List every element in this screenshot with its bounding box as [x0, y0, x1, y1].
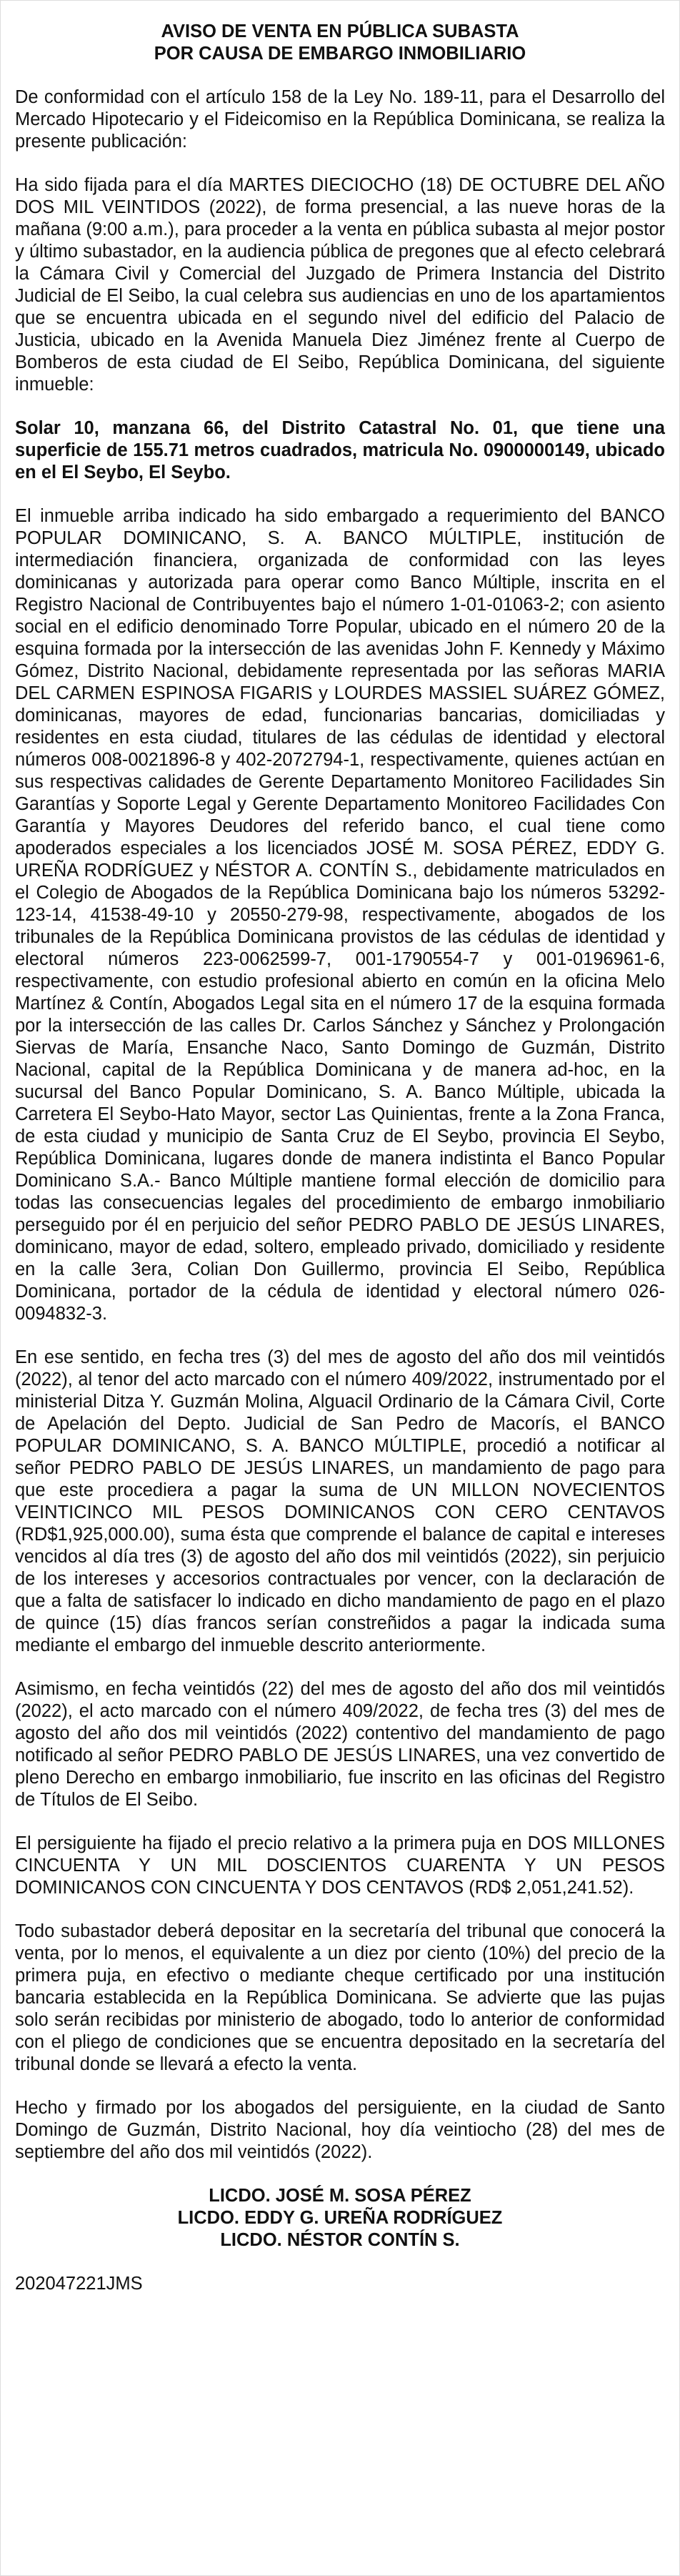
signer-name: LICDO. EDDY G. UREÑA RODRÍGUEZ — [177, 2208, 503, 2228]
deposit-conditions-paragraph: Todo subastador deberá depositar en la secretaría del tribunal que conocerá la venta, por lo menos, el equivalente a un diez por ciento (10%) del precio de la primera puja, en efectivo o mediante cheque certificado por una institución bancaria establecida en la República Dominicana. Se advierte que las pujas solo serán recibidas por ministerio de abogado, todo lo anterior de conformidad con el pliego de condiciones que se encuentra depositado en la secretaría del tribunal donde se llevará a efecto la venta. — [15, 1921, 665, 2074]
notice-title-line-1: AVISO DE VENTA EN PÚBLICA SUBASTA — [161, 21, 519, 41]
payment-order-paragraph: En ese sentido, en fecha tres (3) del mes de agosto del año dos mil veintidós (2022), al tenor del acto marcado con el número 409/2022, instrumentado por el ministerial Ditza Y. Guzmán Molina, Alguacil Ordinario de la Cámara Civil, Corte de Apelación del Depto. Judicial de San Pedro de Macorís, el BANCO POPULAR DOMINICANO, S. A. BANCO MÚLTIPLE, procedió a notificar al señor PEDRO PABLO DE JESÚS LINARES, un mandamiento de pago para que este procediera a pagar la suma de UN MILLON NOVECIENTOS VEINTICINCO MIL PESOS DOMINICANOS CON CERO CENTAVOS (RD$1,925,000.00), suma ésta que comprende el balance de capital e intereses vencidos al día tres (3) de agosto del año dos mil veintidós (2022), sin perjuicio de los intereses y accesorios contractuales por vencer, con la declaración de que a falta de satisfacer lo indicado en dicho mandamiento de pago en el plazo de quince (15) días francos serían constreñidos a pagar la indicada suma mediante el embargo del inmueble descrito anteriormente. — [15, 1347, 665, 1655]
creditor-details-paragraph: El inmueble arriba indicado ha sido embargado a requerimiento del BANCO POPULAR DOMINICANO, S. A. BANCO MÚLTIPLE, institución de intermediación financiera, organizada de conformidad con las leyes dominicanas y autorizada para operar como Banco Múltiple, inscrita en el Registro Nacional de Contribuyentes bajo el número 1-01-01063-2; con asiento social en el edificio denominado Torre Popular, ubicado en el número 20 de la esquina formada por la intersección de las avenidas John F. Kennedy y Máximo Gómez, Distrito Nacional, debidamente representada por las señoras MARIA DEL CARMEN ESPINOSA FIGARIS y LOURDES MASSIEL SUÁREZ GÓMEZ, dominicanas, mayores de edad, funcionarias bancarias, domiciliadas y residentes en esta ciudad, titulares de las cédulas de identidad y electoral números 008-0021896-8 y 402-2072794-1, respectivamente, quienes actúan en sus respectivas calidades de Gerente Departamento Monitoreo Facilidades Sin Garantías y Soporte Legal y Gerente Departamento Monitoreo Facilidades Con Garantía y Mayores Deudores del referido banco, el cual tiene como apoderados especiales a los licenciados JOSÉ M. SOSA PÉREZ, EDDY G. UREÑA RODRÍGUEZ y NÉSTOR A. CONTÍN S., debidamente matriculados en el Colegio de Abogados de la República Dominicana bajo los números 53292-123-14, 41538-49-10 y 20550-279-98, respectivamente, abogados de los tribunales de la República Dominicana provistos de las cédulas de identidad y electoral números 223-0062599-7, 001-1790554-7 y 001-0196961-6, respectivamente, con estudio profesional abierto en común en la oficina Melo Martínez & Contín, Abogados Legal sita en el número 17 de la esquina formada por la intersección de las calles Dr. Carlos Sánchez y Sánchez y Prolongación Siervas de María, Ensanche Naco, Santo Domingo de Guzmán, Distrito Nacional, capital de la República Dominicana y de manera ad-hoc, en la sucursal del Banco Popular Dominicano, S. A. Banco Múltiple, ubicada la Carretera El Seybo-Hato Mayor, sector Las Quinientas, frente a la Zona Franca, de esta ciudad y municipio de Santa Cruz de El Seybo, provincia El Seybo, República Dominicana, lugares donde de manera indistinta el Banco Popular Dominicano S.A.- Banco Múltiple mantiene formal elección de domicilio para todas las consecuencias legales del procedimiento de embargo inmobiliario perseguido por él en perjuicio del señor PEDRO PABLO DE JESÚS LINARES, dominicano, mayor de edad, soltero, empleado privado, domiciliado y residente en la calle 3era, Colian Don Guillermo, provincia El Seibo, República Dominicana, portador de la cédula de identidad y electoral número 026-0094832-3. — [15, 506, 665, 1324]
reference-code: 202047221JMS — [15, 2274, 143, 2294]
signer-name: LICDO. JOSÉ M. SOSA PÉREZ — [209, 2186, 471, 2206]
intro-paragraph: De conformidad con el artículo 158 de la Ley No. 189-11, para el Desarrollo del Mercado Hipotecario y el Fideicomiso en la República Dominicana, se realiza la presente publicación: — [15, 87, 665, 152]
notice-title — [15, 21, 665, 65]
first-bid-price-paragraph: El persiguiente ha fijado el precio relativo a la primera puja en DOS MILLONES CINCUENTA Y UN MIL DOSCIENTOS CUARENTA Y UN PESOS DOMINICANOS CON CINCUENTA Y DOS CENTAVOS (RD$ 2,051,241.52). — [15, 1833, 665, 1898]
signer-name: LICDO. NÉSTOR CONTÍN S. — [220, 2230, 460, 2250]
registration-paragraph: Asimismo, en fecha veintidós (22) del mes de agosto del año dos mil veintidós (2022), el acto marcado con el número 409/2022, de fecha tres (3) del mes de agosto del año dos mil veintidós (2022) contentivo del mandamiento de pago notificado al señor PEDRO PABLO DE JESÚS LINARES, una vez convertido de pleno Derecho en embargo inmobiliario, fue inscrito en las oficinas del Registro de Títulos de El Seibo. — [15, 1679, 665, 1810]
signers-block — [15, 2185, 665, 2251]
notice-title-line-2: POR CAUSA DE EMBARGO INMOBILIARIO — [154, 44, 526, 64]
property-description-paragraph: Solar 10, manzana 66, del Distrito Catastral No. 01, que tiene una superficie de 155.71 metros cuadrados, matricula No. 0900000149, ubicado en el El Seybo, El Seybo. — [15, 418, 665, 482]
signed-date-paragraph: Hecho y firmado por los abogados del persiguiente, en la ciudad de Santo Domingo de Guzmán, Distrito Nacional, hoy día veintiocho (28) del mes de septiembre del año dos mil veintidós (2022). — [15, 2098, 665, 2162]
auction-date-paragraph: Ha sido fijada para el día MARTES DIECIOCHO (18) DE OCTUBRE DEL AÑO DOS MIL VEINTIDOS (2022), de forma presencial, a las nueve horas de la mañana (9:00 a.m.), para proceder a la venta en pública subasta al mejor postor y último subastador, en la audiencia pública de pregones que al efecto celebrará la Cámara Civil y Comercial del Juzgado de Primera Instancia del Distrito Judicial de El Seibo, la cual celebra sus audiencias en uno de los apartamientos que se encuentra ubicada en el segundo nivel del edificio del Palacio de Justicia, ubicado en la Avenida Manuela Diez Jiménez frente al Cuerpo de Bomberos de esta ciudad de El Seibo, República Dominicana, del siguiente inmueble: — [15, 175, 665, 395]
